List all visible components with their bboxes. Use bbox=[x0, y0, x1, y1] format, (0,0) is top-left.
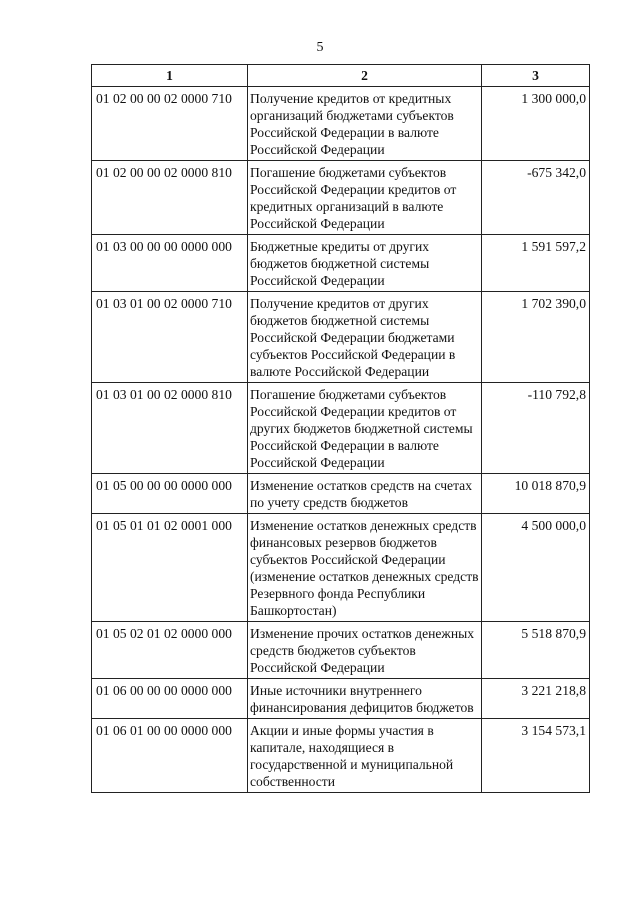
table-row bbox=[92, 383, 590, 474]
table-row bbox=[92, 235, 590, 292]
row-code: 01 03 00 00 00 0000 000 bbox=[92, 235, 248, 292]
row-amount: 1 591 597,2 bbox=[482, 235, 590, 292]
row-code: 01 03 01 00 02 0000 710 bbox=[92, 292, 248, 383]
row-amount: -110 792,8 bbox=[482, 383, 590, 474]
row-code: 01 06 00 00 00 0000 000 bbox=[92, 679, 248, 719]
row-code: 01 06 01 00 00 0000 000 bbox=[92, 719, 248, 793]
row-name: Бюджетные кредиты от других бюджетов бюджетной системы Российской Федерации bbox=[248, 235, 482, 292]
row-name: Погашение бюджетами субъектов Российской Федерации кредитов от других бюджетов бюджетной системы Российской Федерации в валюте Российской Федерации bbox=[248, 383, 482, 474]
table-row bbox=[92, 679, 590, 719]
row-code: 01 05 01 01 02 0001 000 bbox=[92, 514, 248, 622]
table-row bbox=[92, 292, 590, 383]
row-code: 01 05 02 01 02 0000 000 bbox=[92, 622, 248, 679]
table-row bbox=[92, 514, 590, 622]
table-header-row bbox=[92, 65, 590, 87]
table-row bbox=[92, 622, 590, 679]
row-amount: 10 018 870,9 bbox=[482, 474, 590, 514]
row-amount: 3 221 218,8 bbox=[482, 679, 590, 719]
row-amount: 1 702 390,0 bbox=[482, 292, 590, 383]
table-row bbox=[92, 719, 590, 793]
row-name: Изменение остатков средств на счетах по учету средств бюджетов bbox=[248, 474, 482, 514]
row-code: 01 05 00 00 00 0000 000 bbox=[92, 474, 248, 514]
column-header-2: 2 bbox=[248, 65, 482, 87]
row-amount: 4 500 000,0 bbox=[482, 514, 590, 622]
column-header-1: 1 bbox=[92, 65, 248, 87]
page-number: 5 bbox=[316, 40, 324, 55]
sources-table bbox=[91, 64, 590, 793]
row-name: Акции и иные формы участия в капитале, находящиеся в государственной и муниципальной собственности bbox=[248, 719, 482, 793]
table-row bbox=[92, 474, 590, 514]
row-amount: 1 300 000,0 bbox=[482, 87, 590, 161]
row-name: Иные источники внутреннего финансирования дефицитов бюджетов bbox=[248, 679, 482, 719]
row-name: Получение кредитов от кредитных организаций бюджетами субъектов Российской Федерации в валюте Российской Федерации bbox=[248, 87, 482, 161]
row-name: Изменение остатков денежных средств финансовых резервов бюджетов субъектов Российской Федерации (изменение остатков денежных средств Резервного фонда Республики Башкортостан) bbox=[248, 514, 482, 622]
row-code: 01 02 00 00 02 0000 810 bbox=[92, 161, 248, 235]
row-name: Изменение прочих остатков денежных средств бюджетов субъектов Российской Федерации bbox=[248, 622, 482, 679]
table-row bbox=[92, 161, 590, 235]
row-name: Получение кредитов от других бюджетов бюджетной системы Российской Федерации бюджетами субъектов Российской Федерации в валюте Российской Федерации bbox=[248, 292, 482, 383]
row-amount: 3 154 573,1 bbox=[482, 719, 590, 793]
column-header-3: 3 bbox=[482, 65, 590, 87]
row-code: 01 03 01 00 02 0000 810 bbox=[92, 383, 248, 474]
row-amount: 5 518 870,9 bbox=[482, 622, 590, 679]
row-amount: -675 342,0 bbox=[482, 161, 590, 235]
row-code: 01 02 00 00 02 0000 710 bbox=[92, 87, 248, 161]
row-name: Погашение бюджетами субъектов Российской Федерации кредитов от кредитных организаций в валюте Российской Федерации bbox=[248, 161, 482, 235]
table-row bbox=[92, 87, 590, 161]
